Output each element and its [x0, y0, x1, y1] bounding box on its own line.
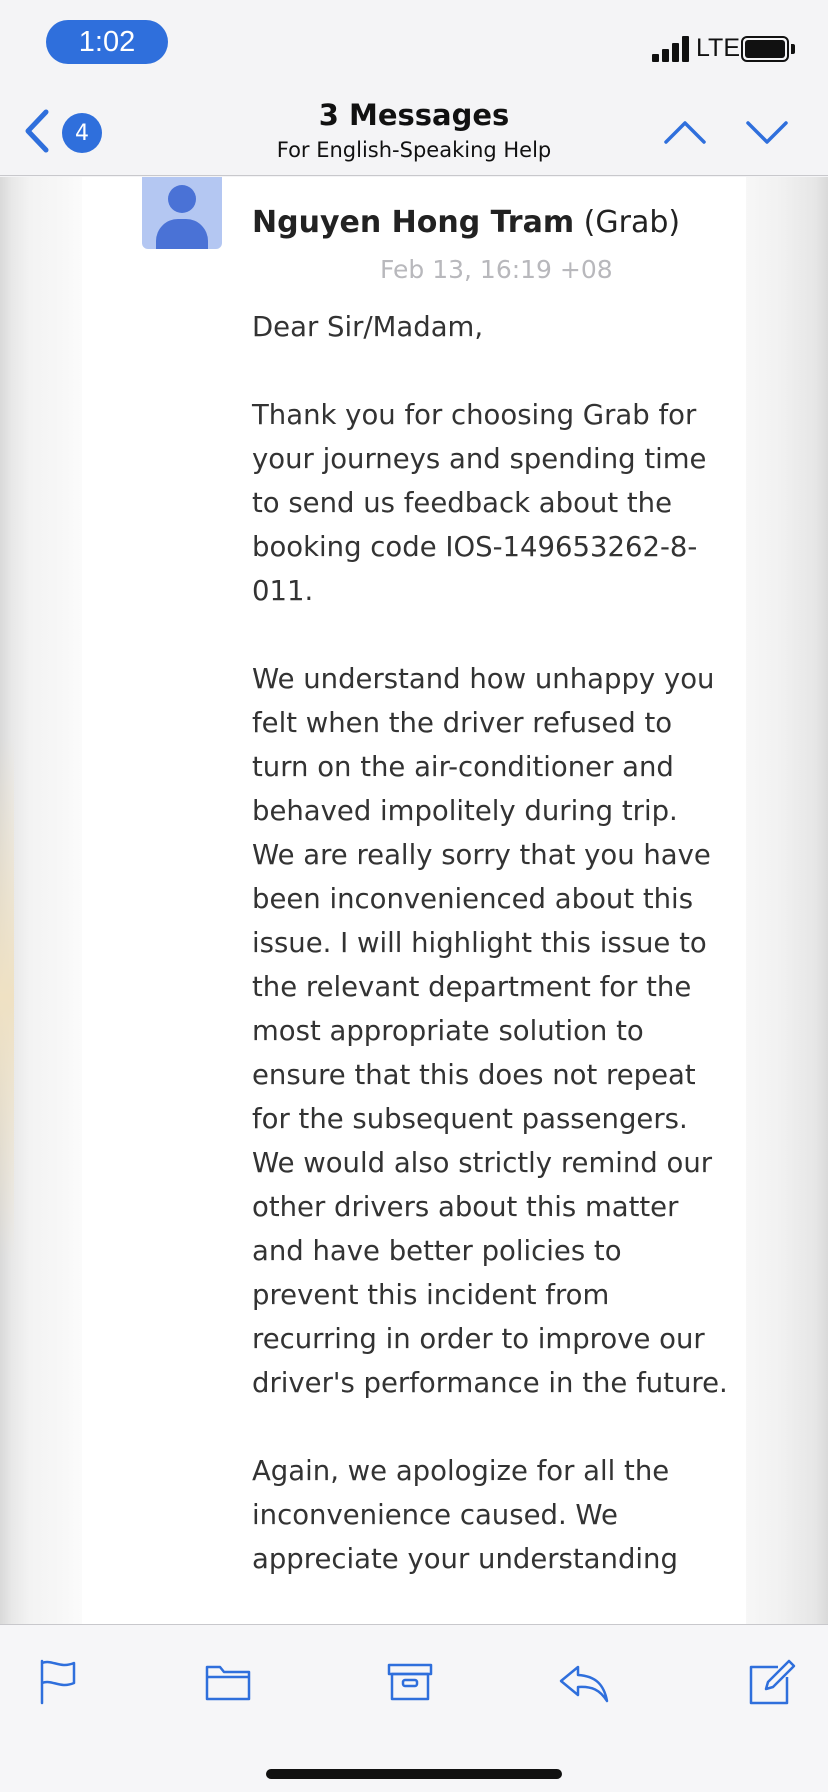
- bottom-toolbar: [0, 1624, 828, 1792]
- archive-icon[interactable]: [386, 1657, 434, 1707]
- message-paragraph: Dear Sir/Madam,: [252, 311, 484, 343]
- thread-subtitle: For English-Speaking Help: [276, 138, 552, 162]
- thread-title: 3 Messages: [318, 98, 510, 132]
- sender-avatar: [142, 177, 222, 249]
- navigation-bar: [0, 90, 828, 176]
- network-type: LTE: [696, 34, 740, 62]
- unread-count-badge: 4: [62, 113, 102, 153]
- battery-tip: [791, 44, 795, 54]
- status-time[interactable]: 1:02: [46, 20, 168, 64]
- avatar-body: [156, 219, 208, 249]
- chevron-down-icon[interactable]: [742, 110, 792, 154]
- sender-name: Nguyen Hong Tram: [252, 205, 575, 240]
- compose-icon[interactable]: [748, 1657, 796, 1707]
- message-paragraph: Again, we apologize for all the inconvenience caused. We appreciate your understanding: [252, 1455, 678, 1575]
- message-content[interactable]: [0, 177, 828, 1624]
- reply-icon[interactable]: [558, 1657, 610, 1707]
- sender: [252, 205, 680, 240]
- message-body: [252, 305, 728, 1624]
- sender-org: (Grab): [583, 205, 681, 240]
- status-bar: [0, 0, 828, 90]
- message-date: Feb 13, 16:19 +08: [380, 255, 613, 284]
- message-paragraph: We understand how unhappy you felt when the driver refused to turn on the air-conditioner and behaved impolitely during trip. We are really sorry that you have been inconvenienced about this issue. I will highlight this issue to the relevant department for the most appropriate solution to ensure that this does not repeat for the subsequent passengers. We would also strictly remind our other drivers about this matter and have better policies to prevent this incident from recurring in order to improve our driver's performance in the future.: [252, 663, 728, 1399]
- avatar-head: [168, 185, 196, 213]
- home-indicator[interactable]: [266, 1769, 562, 1779]
- chevron-up-icon[interactable]: [660, 110, 710, 154]
- message-paragraph: Thank you for choosing Grab for your journeys and spending time to send us feedback about the booking code IOS-149653262-8-011.: [252, 399, 707, 607]
- folder-icon[interactable]: [204, 1657, 252, 1707]
- signal-icon: [652, 36, 692, 62]
- flag-icon[interactable]: [38, 1657, 86, 1707]
- battery-icon: [741, 36, 789, 62]
